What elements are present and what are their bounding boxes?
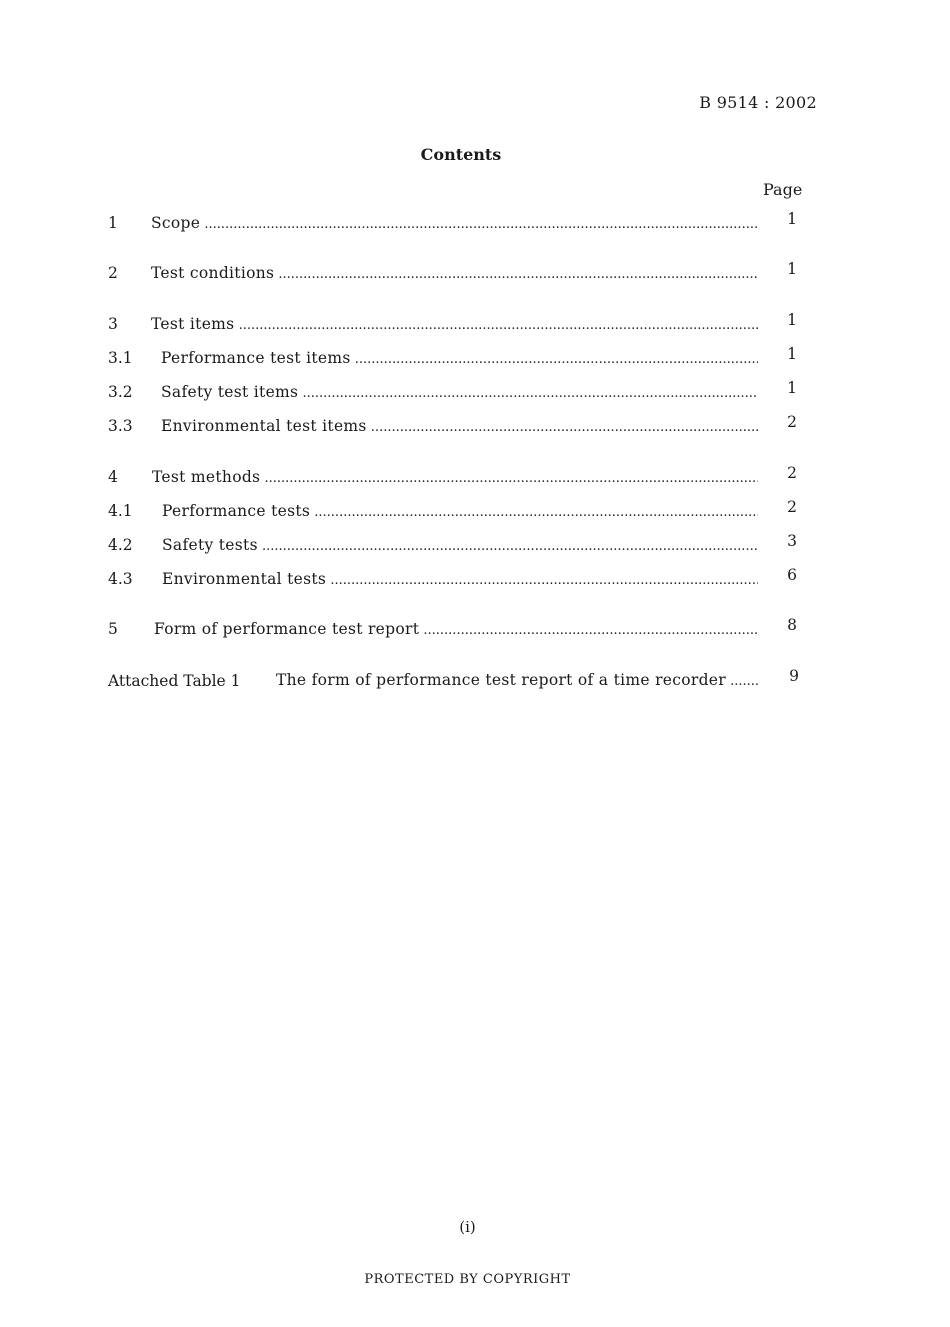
toc-number: 3.2 bbox=[108, 383, 133, 401]
toc-title: Performance tests ..... bbox=[162, 500, 758, 524]
toc-number: 4 bbox=[108, 468, 118, 486]
toc-entry[interactable] bbox=[108, 313, 808, 335]
toc-title: Performance test items ..... bbox=[161, 347, 758, 371]
contents-title: Contents bbox=[420, 145, 502, 164]
toc-number: Attached Table 1 bbox=[108, 672, 241, 690]
toc-entry[interactable] bbox=[108, 466, 808, 488]
toc-page: 6 bbox=[787, 566, 797, 584]
toc-entry[interactable] bbox=[108, 500, 808, 522]
toc-title: Test items ..... bbox=[151, 313, 758, 337]
toc-page: 3 bbox=[787, 532, 797, 550]
toc-title: Environmental tests ..... bbox=[162, 568, 758, 592]
toc-number: 4.3 bbox=[108, 570, 133, 588]
toc-title: Test methods ..... bbox=[152, 466, 758, 490]
toc-entry[interactable] bbox=[108, 381, 808, 403]
toc-entry[interactable] bbox=[108, 415, 808, 437]
toc-number: 5 bbox=[108, 620, 118, 638]
copyright-notice: PROTECTED BY COPYRIGHT bbox=[364, 1272, 571, 1287]
toc-number: 3.1 bbox=[108, 349, 133, 367]
toc-title: Environmental test items ..... bbox=[161, 415, 758, 439]
toc-page: 1 bbox=[787, 210, 797, 228]
toc-title: Safety test items ..... bbox=[161, 381, 758, 405]
toc-page: 1 bbox=[787, 260, 797, 278]
toc-entry[interactable] bbox=[108, 568, 808, 590]
toc-page: 2 bbox=[787, 464, 797, 482]
toc-title: Scope ..... bbox=[151, 212, 758, 236]
toc-number: 1 bbox=[108, 214, 118, 232]
toc-number: 4.2 bbox=[108, 536, 133, 554]
toc-page: 1 bbox=[787, 311, 797, 329]
toc-title: Safety tests ..... bbox=[162, 534, 758, 558]
page-column-label: Page bbox=[763, 180, 803, 199]
toc-number: 3.3 bbox=[108, 417, 133, 435]
page-folio: (i) bbox=[459, 1218, 476, 1236]
doc-code: B 9514 : 2002 bbox=[699, 93, 817, 112]
toc-title: Test conditions ..... bbox=[151, 262, 758, 286]
toc-title: The form of performance test report of a time recorder ..... bbox=[276, 669, 760, 693]
toc-number: 2 bbox=[108, 264, 118, 282]
toc-page: 2 bbox=[787, 498, 797, 516]
toc-page: 1 bbox=[787, 379, 797, 397]
toc-page: 2 bbox=[787, 413, 797, 431]
toc-title: Form of performance test report ..... bbox=[154, 618, 758, 642]
toc-number: 4.1 bbox=[108, 502, 133, 520]
toc-entry[interactable] bbox=[108, 669, 808, 691]
toc-page: 9 bbox=[789, 667, 799, 685]
toc-number: 3 bbox=[108, 315, 118, 333]
toc-entry[interactable] bbox=[108, 618, 808, 640]
toc-page: 8 bbox=[787, 616, 797, 634]
toc-entry[interactable] bbox=[108, 262, 808, 284]
toc-page: 1 bbox=[787, 345, 797, 363]
toc-entry[interactable] bbox=[108, 534, 808, 556]
toc-entry[interactable] bbox=[108, 212, 808, 234]
toc-entry[interactable] bbox=[108, 347, 808, 369]
